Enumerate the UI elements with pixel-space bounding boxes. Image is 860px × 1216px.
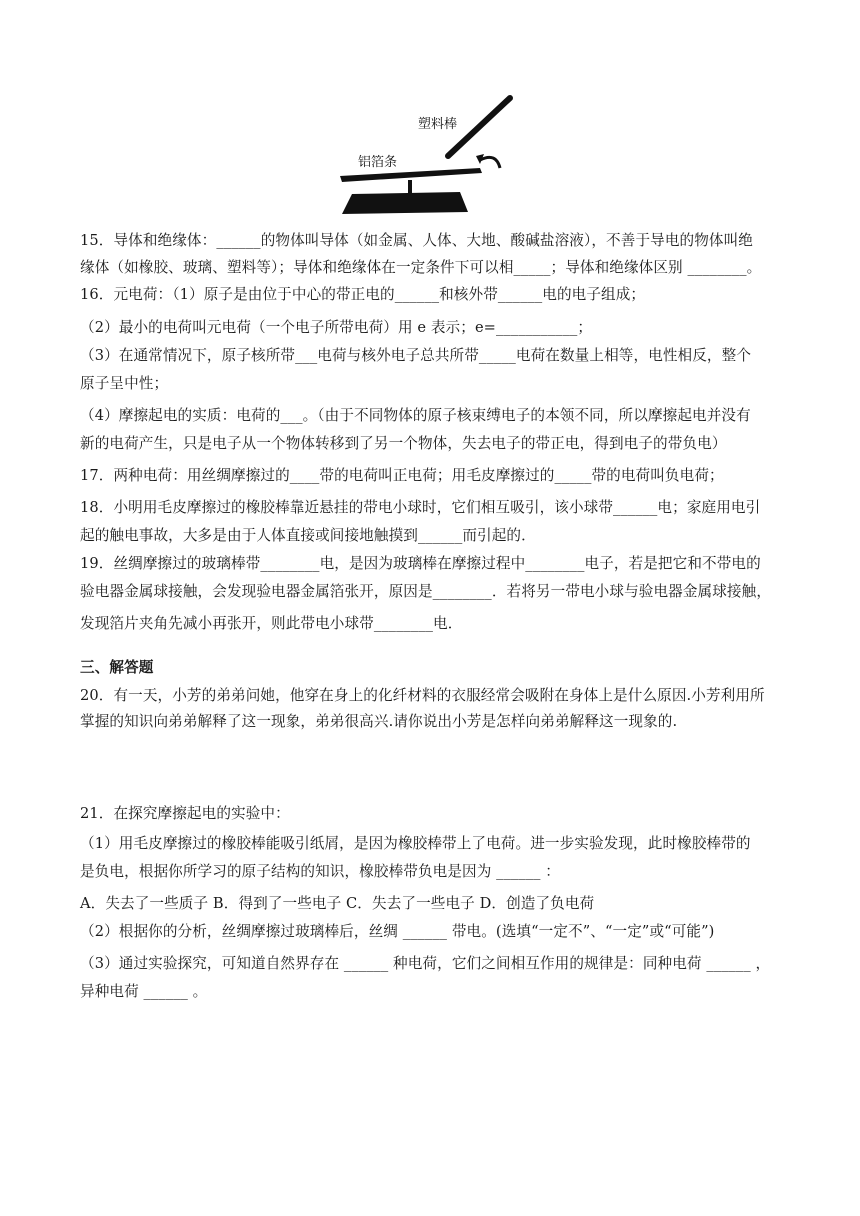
section-heading: 三、解答题 xyxy=(80,659,154,676)
question-20-line: 20．有一天，小芳的弟弟问她，他穿在身上的化纤材料的衣服经常会吸附在身体上是什么原因.小芳利用所 xyxy=(80,687,765,704)
rotation-arrow-icon xyxy=(480,157,500,168)
text-line: （2）最小的电荷叫元电荷（一个电子所带电荷）用 e 表示；e=___________； xyxy=(80,319,593,336)
text-line: 验电器金属球接触，会发现验电器金属箔张开，原因是________．若将另一带电小球与验电器金属球接触， xyxy=(80,583,772,600)
plastic-rod xyxy=(448,98,510,156)
aluminum-foil-strip xyxy=(340,168,482,182)
question-20-line: 掌握的知识向弟弟解释了这一现象，弟弟很高兴.请你说出小芳是怎样向弟弟解释这一现象的. xyxy=(80,713,678,730)
text-line: 17．两种电荷：用丝绸摩擦过的____带的电荷叫正电荷；用毛皮摩擦过的_____带的电荷叫负电荷； xyxy=(80,467,724,484)
pivot-stem xyxy=(408,180,412,194)
label-plastic-rod: 塑料棒 xyxy=(418,117,458,132)
question-21-line: （2）根据你的分析，丝绸摩擦过玻璃棒后，丝绸 ______ 带电。(选填“一定不”、“一定”或“可能”) xyxy=(80,923,715,940)
electroscope-figure xyxy=(330,94,530,218)
text-line: （4）摩擦起电的实质：电荷的___。（由于不同物体的原子核束缚电子的本领不同，所以摩擦起电并没有 xyxy=(80,407,751,424)
question-21-line: 是负电，根据你所学习的原子结构的知识，橡胶棒带负电是因为 ______ ： xyxy=(80,863,560,880)
text-line: 18．小明用毛皮摩擦过的橡胶棒靠近悬挂的带电小球时，它们相互吸引，该小球带______电；家庭用电引 xyxy=(80,499,761,516)
text-line: 发现箔片夹角先减小再张开，则此带电小球带________电． xyxy=(80,615,463,632)
question-21-line: （1）用毛皮摩擦过的橡胶棒能吸引纸屑，是因为橡胶棒带上了电荷。进一步实验发现，此时橡胶棒带的 xyxy=(80,835,751,852)
text-line: 19．丝绸摩擦过的玻璃棒带________电，是因为玻璃棒在摩擦过程中________电子，若是把它和不带电的 xyxy=(80,555,761,572)
stand-base xyxy=(342,192,468,214)
text-line: 15．导体和绝缘体：______的物体叫导体（如金属、人体、大地、酸碱盐溶液），不善于导电的物体叫绝 xyxy=(80,232,753,249)
text-line: （3）在通常情况下，原子核所带___电荷与核外电子总共所带_____电荷在数量上相等，电性相反，整个 xyxy=(80,347,752,364)
question-21-line: 异种电荷 ______ 。 xyxy=(80,983,208,1000)
text-line: 16．元电荷：（1）原子是由位于中心的带正电的______和核外带______电的电子组成； xyxy=(80,286,646,303)
question-21-options: A．失去了一些质子 B．得到了一些电子 C．失去了一些电子 D．创造了负电荷 xyxy=(80,895,595,912)
text-line: 起的触电事故，大多是由于人体直接或间接地触摸到______而引起的． xyxy=(80,527,536,544)
label-aluminum-foil: 铝箔条 xyxy=(358,155,398,170)
question-21-line: 21．在探究摩擦起电的实验中： xyxy=(80,805,290,822)
text-line: 新的电荷产生，只是电子从一个物体转移到了另一个物体，失去电子的带正电，得到电子的带负电） xyxy=(80,435,727,452)
text-line: 原子呈中性； xyxy=(80,375,169,392)
text-line: 缘体（如橡胶、玻璃、塑料等）；导体和绝缘体在一定条件下可以相_____；导体和绝缘体区别 ________。 xyxy=(80,259,762,276)
question-21-line: （3）通过实验探究，可知道自然界存在 ______ 种电荷，它们之间相互作用的规律是：同种电荷 ______ ， xyxy=(80,955,771,972)
